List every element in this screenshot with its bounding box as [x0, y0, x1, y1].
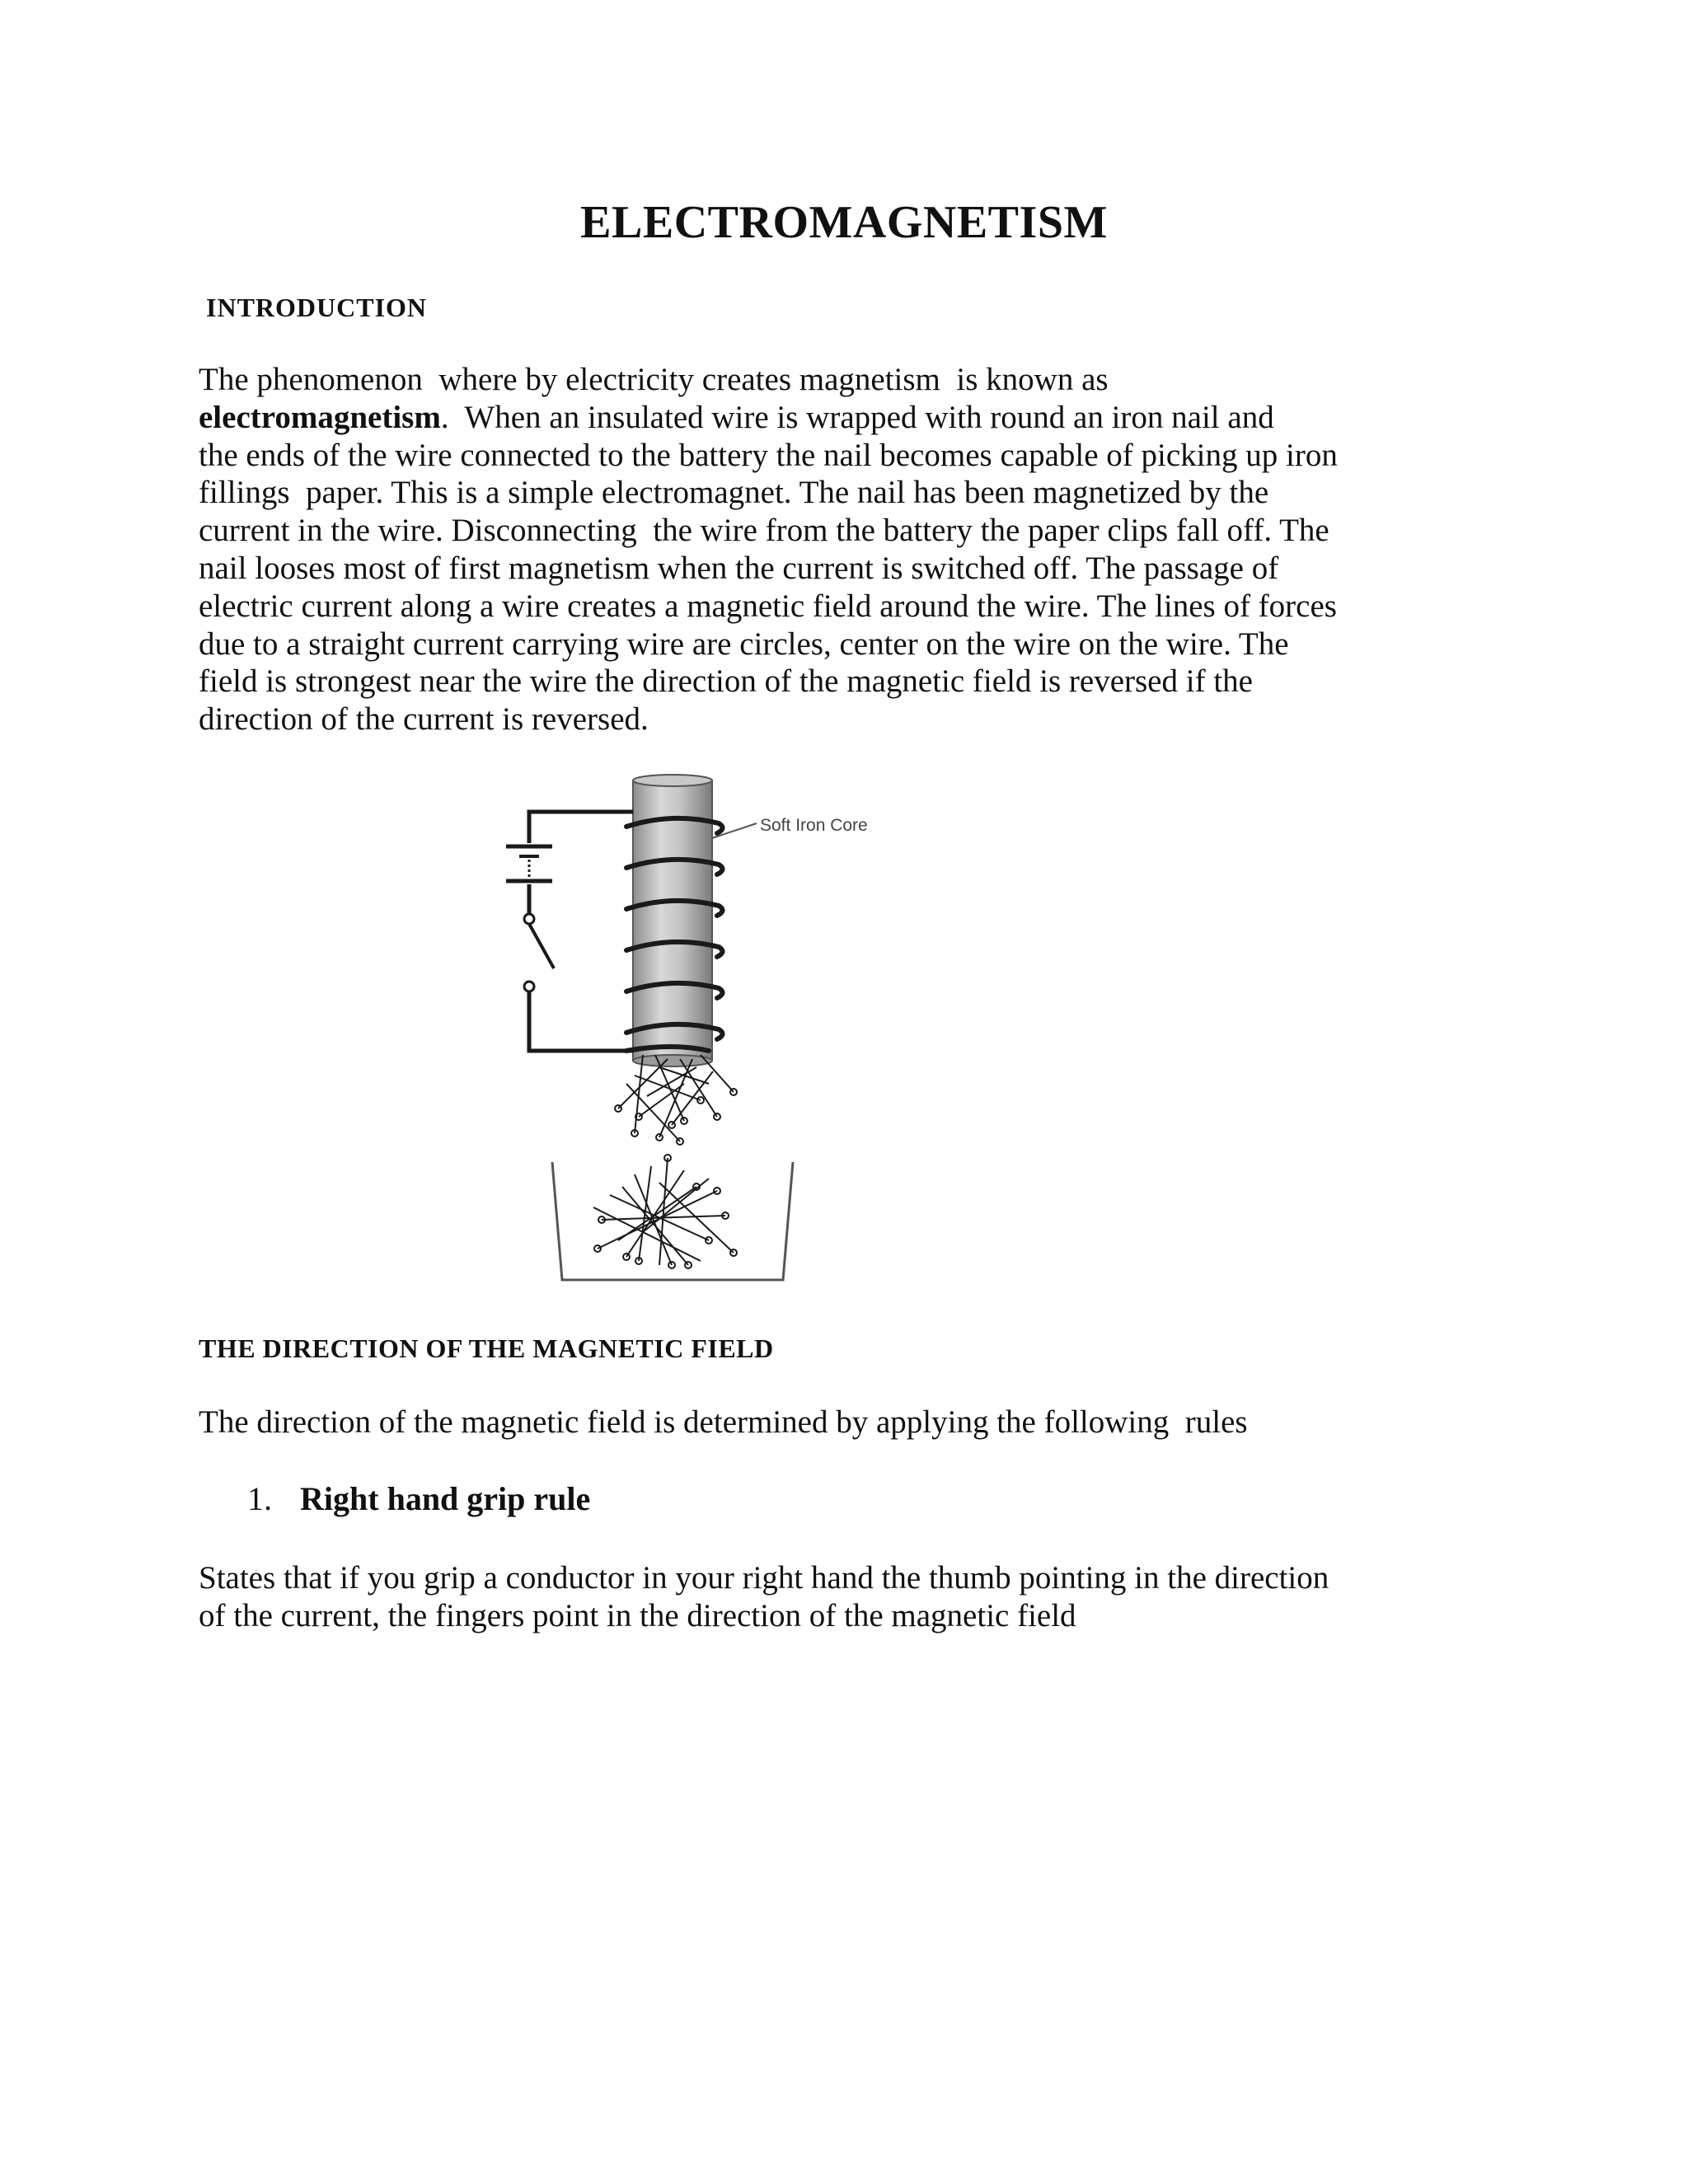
intro-line-9: field is strongest near the wire the direction of the magnetic field is reversed if the — [199, 663, 1253, 700]
rule-line-2: of the current, the fingers point in the direction of the magnetic field — [199, 1597, 1076, 1633]
intro-line-2: When an insulated wire is wrapped with round an iron nail and — [464, 399, 1274, 435]
intro-line-1: The phenomenon where by electricity creates magnetism is known as — [199, 362, 1109, 397]
direction-paragraph: The direction of the magnetic field is determined by applying the following rules — [199, 1404, 1248, 1440]
electromagnet-diagram — [495, 771, 874, 1290]
bold-term-electromagnetism: electromagnetism — [199, 399, 441, 435]
introduction-paragraph — [199, 361, 1501, 738]
bold-term-suffix: . — [440, 399, 465, 435]
introduction-heading: INTRODUCTION — [206, 293, 428, 322]
rule-number: 1. — [247, 1480, 272, 1517]
rule-description — [199, 1559, 1329, 1635]
soft-iron-core-label: Soft Iron Core — [760, 816, 868, 835]
intro-line-7: electric current along a wire creates a magnetic field around the wire. The lines of forces — [199, 588, 1337, 624]
collected-paper-clips — [593, 1155, 737, 1268]
intro-line-10: direction of the current is reversed. — [199, 701, 649, 738]
intro-line-4: fillings paper. This is a simple electromagnet. The nail has been magnetized by the — [199, 475, 1269, 511]
rule-list-item — [247, 1479, 590, 1519]
intro-line-5: current in the wire. Disconnecting the wire from the battery the paper clips fall off. The — [199, 513, 1329, 549]
intro-line-3: the ends of the wire connected to the battery the nail becomes capable of picking up iron — [199, 437, 1338, 473]
hanging-paper-clips — [615, 1055, 737, 1145]
intro-line-6: nail looses most of first magnetism when the current is switched off. The passage of — [199, 550, 1279, 586]
page-title: ELECTROMAGNETISM — [580, 197, 1108, 248]
intro-line-8: due to a straight current carrying wire are circles, center on the wire on the wire. The — [199, 626, 1289, 662]
direction-heading: THE DIRECTION OF THE MAGNETIC FIELD — [199, 1333, 774, 1363]
rule-line-1: States that if you grip a conductor in your right hand the thumb pointing in the direction — [199, 1560, 1329, 1596]
rule-title: Right hand grip rule — [300, 1480, 591, 1517]
electromagnet-figure — [495, 771, 874, 1290]
switch-symbol — [524, 914, 554, 991]
battery-symbol — [506, 846, 552, 881]
